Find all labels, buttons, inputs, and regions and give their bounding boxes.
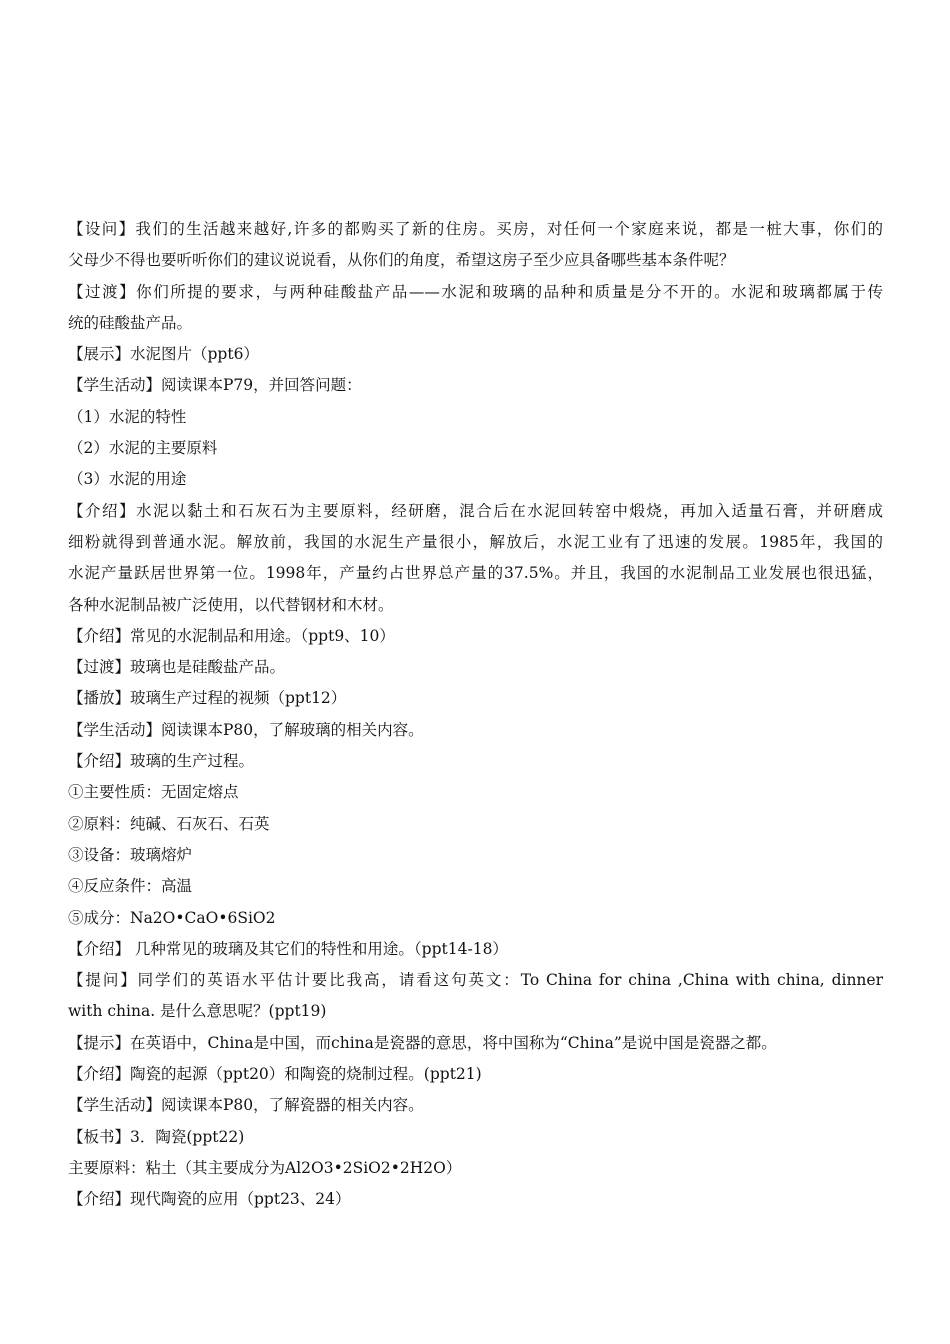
paragraph-line: 【介绍】玻璃的生产过程。 bbox=[68, 752, 255, 771]
paragraph-line: 【提示】在英语中，China是中国，而china是瓷器的意思，将中国称为“China”是说中国是瓷器之都。 bbox=[68, 1033, 777, 1052]
list-item: （2）水泥的主要原料 bbox=[68, 439, 218, 458]
paragraph-line: 【提问】同学们的英语水平估计要比我高，请看这句英文：To China for china ,China with china, dinner bbox=[68, 971, 883, 990]
paragraph-line: 【播放】玻璃生产过程的视频（ppt12） bbox=[68, 689, 347, 708]
paragraph-line: 各种水泥制品被广泛使用，以代替钢材和木材。 bbox=[68, 595, 394, 614]
paragraph-line: 父母少不得也要听听你们的建议说说看，从你们的角度，希望这房子至少应具备哪些基本条件呢？ bbox=[68, 251, 735, 270]
paragraph-line: 【展示】水泥图片（ppt6） bbox=[68, 345, 259, 364]
paragraph-line: 【学生活动】阅读课本P80，了解瓷器的相关内容。 bbox=[68, 1096, 424, 1115]
paragraph-line: 【介绍】现代陶瓷的应用（ppt23、24） bbox=[68, 1190, 351, 1209]
paragraph-line: 【学生活动】阅读课本P79，并回答问题： bbox=[68, 376, 362, 395]
list-item: ①主要性质：无固定熔点 bbox=[68, 783, 239, 802]
paragraph-line: 【过渡】玻璃也是硅酸盐产品。 bbox=[68, 658, 286, 677]
document-body bbox=[68, 214, 883, 1216]
paragraph-line: 【介绍】常见的水泥制品和用途。（ppt9、10） bbox=[68, 626, 395, 645]
paragraph-line: 水泥产量跃居世界第一位。1998年，产量约占世界总产量的37.5%。并且，我国的水泥制品工业发展也很迅猛， bbox=[68, 564, 883, 583]
list-item: ②原料：纯碱、石灰石、石英 bbox=[68, 814, 270, 833]
list-item: （3）水泥的用途 bbox=[68, 470, 187, 489]
paragraph-line: 细粉就得到普通水泥。解放前，我国的水泥生产量很小，解放后，水泥工业有了迅速的发展。1985年，我国的 bbox=[68, 532, 883, 551]
paragraph-line: 【板书】3．陶瓷(ppt22) bbox=[68, 1127, 245, 1146]
list-item: ⑤成分：Na2O•CaO•6SiO2 bbox=[68, 908, 276, 927]
paragraph-line: 【介绍】陶瓷的起源（ppt20）和陶瓷的烧制过程。(ppt21) bbox=[68, 1065, 482, 1084]
paragraph-line: 【介绍】水泥以黏土和石灰石为主要原料，经研磨，混合后在水泥回转窑中煅烧，再加入适量石膏，并研磨成 bbox=[68, 501, 883, 520]
paragraph-line: 【介绍】 几种常见的玻璃及其它们的特性和用途。（ppt14-18） bbox=[68, 939, 508, 958]
paragraph-line: with china. 是什么意思呢？(ppt19) bbox=[68, 1002, 327, 1021]
paragraph-line: 统的硅酸盐产品。 bbox=[68, 313, 193, 332]
list-item: ③设备：玻璃熔炉 bbox=[68, 845, 193, 864]
list-item: （1）水泥的特性 bbox=[68, 407, 187, 426]
list-item: ④反应条件：高温 bbox=[68, 877, 193, 896]
paragraph-line: 【设问】我们的生活越来越好,许多的都购买了新的住房。买房，对任何一个家庭来说，都是一桩大事，你们的 bbox=[68, 220, 883, 238]
paragraph-line: 主要原料：粘土（其主要成分为Al2O3•2SiO2•2H2O） bbox=[68, 1158, 462, 1177]
paragraph-line: 【过渡】你们所提的要求，与两种硅酸盐产品——水泥和玻璃的品种和质量是分不开的。水泥和玻璃都属于传 bbox=[68, 282, 883, 301]
paragraph-line: 【学生活动】阅读课本P80，了解玻璃的相关内容。 bbox=[68, 720, 424, 739]
